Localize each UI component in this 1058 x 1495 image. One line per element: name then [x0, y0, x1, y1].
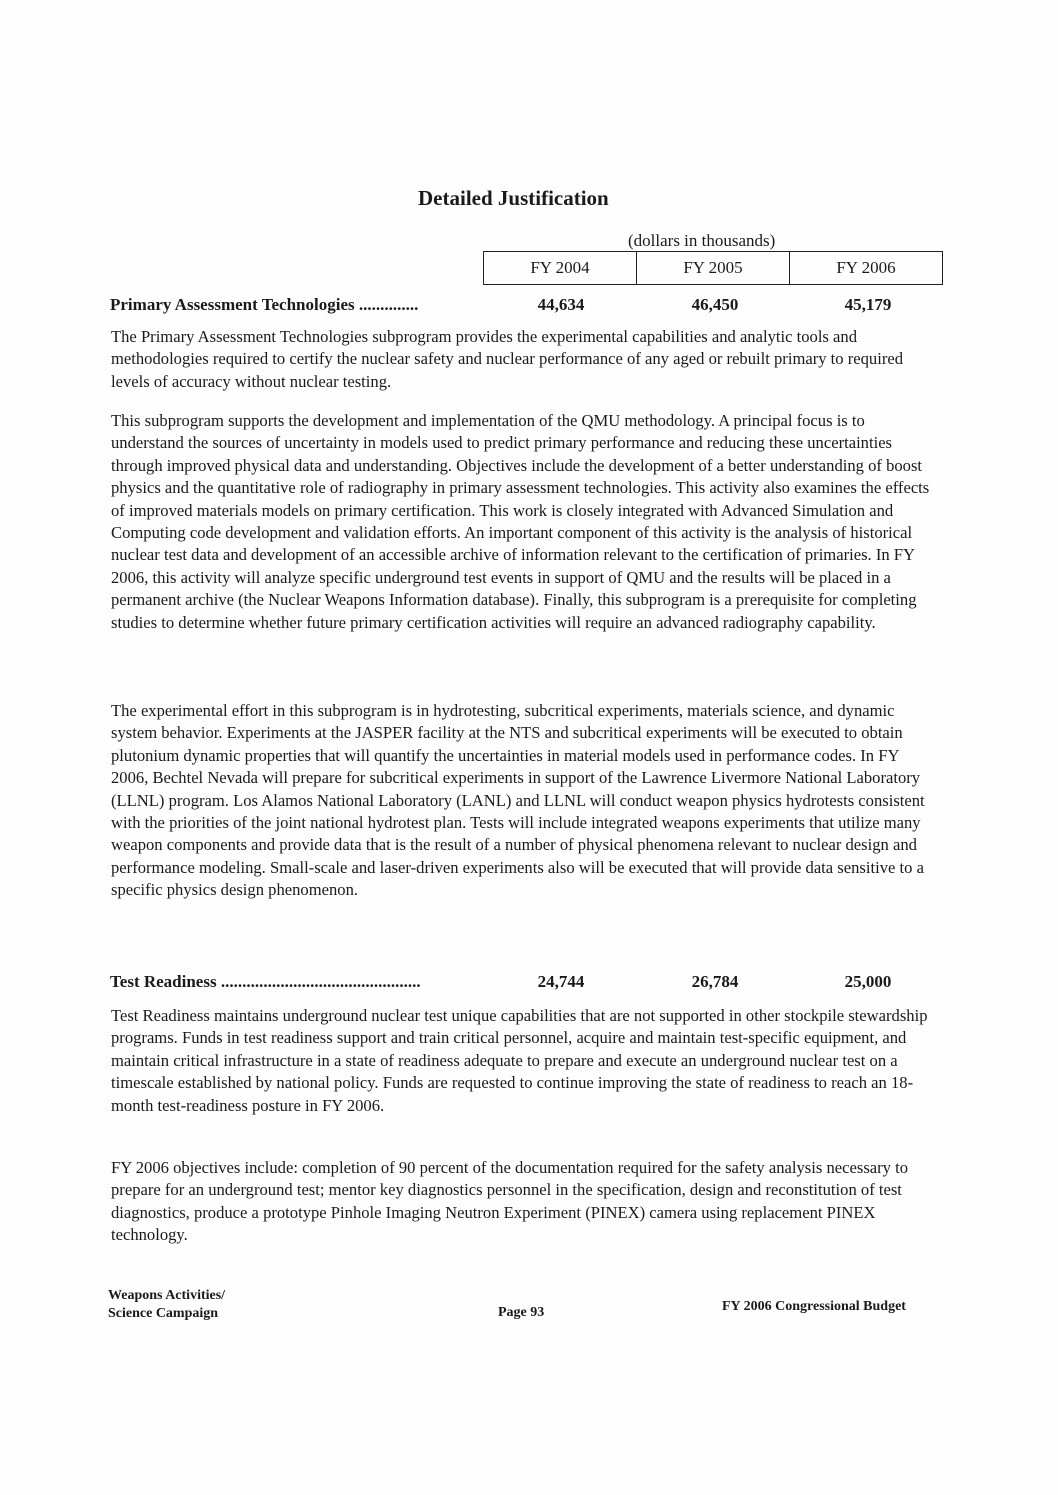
body-paragraph: This subprogram supports the development and implementation of the QMU methodology. A principal focus is to understand the sources of uncertainty in models used to predict primary performance and reducing these uncertainties through improved physical data and understanding. Objectives include the development of a better understanding of boost physics and the quantitative role of radiography in primary assessment technologies. This activity also examines the effects of improved materials models on primary certification. This work is closely integrated with Advanced Simulation and Computing code development and validation efforts. An important component of this activity is the analysis of historical nuclear test data and development of an accessible archive of information relevant to the certification of primaries. In FY 2006, this activity will analyze specific underground test events in support of QMU and the results will be placed in a permanent archive (the Nuclear Weapons Information database). Finally, this subprogram is a prerequisite for completing studies to determine whether future primary certification activities will require an advanced radiography capability. — [111, 411, 930, 632]
footer-section-line: Weapons Activities/ — [108, 1288, 226, 1303]
budget-line-primary-assessment — [110, 295, 940, 319]
body-paragraph: Test Readiness maintains underground nuclear test unique capabilities that are not supported in other stockpile stewardship programs. Funds in test readiness support and train critical personnel, acquire and maintain test-specific equipment, and maintain critical infrastructure in a state of readiness adequate to prepare and execute an underground nuclear test on a timescale established by national policy. Funds are requested to continue improving the state of readiness to reach an 18-month test-readiness posture in FY 2006. — [111, 1006, 928, 1115]
line-item-value: 26,784 — [691, 972, 739, 991]
body-paragraph: The Primary Assessment Technologies subprogram provides the experimental capabilities and analytic tools and methodologies required to certify the nuclear safety and nuclear performance of any aged or rebuilt primary to required levels of accuracy without nuclear testing. — [111, 327, 904, 391]
fiscal-year-header — [483, 251, 943, 285]
page-title: Detailed Justification — [418, 186, 609, 210]
line-item-value: 25,000 — [844, 972, 892, 991]
footer-section-label — [108, 1287, 225, 1323]
body-paragraph: The experimental effort in this subprogram is in hydrotesting, subcritical experiments, materials science, and dynamic system behavior. Experiments at the JASPER facility at the NTS and subcritical experiments will be executed to obtain plutonium dynamic properties that will quantify the uncertainties in material models used in performance codes. In FY 2006, Bechtel Nevada will prepare for subcritical experiments in support of the Lawrence Livermore National Laboratory (LLNL) program. Los Alamos National Laboratory (LANL) and LLNL will conduct weapon physics hydrotests consistent with the priorities of the joint national hydrotest plan. Tests will include integrated weapons experiments that utilize many weapon components and provide data that is the result of a number of physical phenomena relevant to nuclear design and performance modeling. Small-scale and laser-driven experiments also will be executed that will provide data sensitive to a specific physics design phenomenon. — [111, 701, 925, 900]
line-item-value: 44,634 — [537, 295, 585, 314]
line-item-value: 46,450 — [691, 295, 739, 314]
fy-column-header: FY 2006 — [836, 258, 896, 277]
units-label: (dollars in thousands) — [628, 231, 776, 250]
fy-column-header: FY 2004 — [484, 252, 637, 284]
fy-column-header: FY 2005 — [637, 252, 790, 284]
page-number: Page 93 — [498, 1305, 545, 1320]
line-item-value: 45,179 — [844, 295, 892, 314]
footer-budget-label: FY 2006 Congressional Budget — [722, 1299, 906, 1314]
line-item-label: Test Readiness ............................................... — [110, 972, 421, 991]
footer-section-line: Science Campaign — [108, 1306, 219, 1321]
body-paragraph: FY 2006 objectives include: completion of 90 percent of the documentation required for the safety analysis necessary to prepare for an underground test; mentor key diagnostics personnel in the specification, design and reconstitution of test diagnostics, produce a prototype Pinhole Imaging Neutron Experiment (PINEX) camera using replacement PINEX technology. — [111, 1158, 909, 1245]
line-item-label: Primary Assessment Technologies .............. — [110, 295, 419, 314]
budget-line-test-readiness — [110, 972, 940, 996]
line-item-value: 24,744 — [537, 972, 585, 991]
